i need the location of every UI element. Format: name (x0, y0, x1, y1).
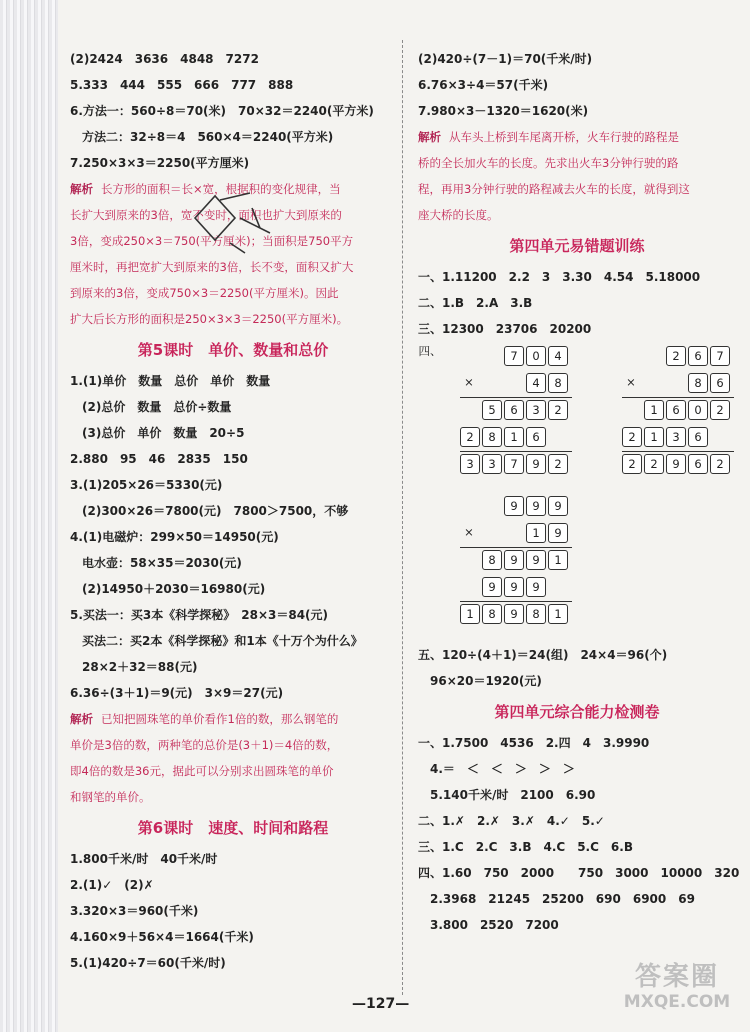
digit-box: 6 (688, 454, 708, 474)
answer-line: 3.800 2520 7200 (418, 918, 559, 932)
analysis-label: 解析 (70, 182, 93, 196)
digit-box: 3 (666, 427, 686, 447)
answer-line: 买法二：买2本《科学探秘》和1本《十万个为什么》 (70, 634, 363, 648)
digit-box: 8 (482, 604, 502, 624)
answer-line: 7.980×3－1320＝1620(米) (418, 104, 589, 118)
digit-box: 2 (666, 346, 686, 366)
answer-line: (2)总价 数量 总价÷数量 (70, 400, 232, 414)
answer-line: 电水壶：58×35＝2030(元) (70, 556, 242, 570)
analysis-line: 桥的全长加火车的长度。先求出火车3分钟行驶的路 (418, 156, 679, 170)
answer-line: 一、1.7500 4536 2.四 4 3.9990 (418, 736, 650, 750)
digit-box: 6 (688, 427, 708, 447)
digit-box: 2 (460, 427, 480, 447)
answer-line: 5.买法一：买3本《科学探秘》 28×3＝84(元) (70, 608, 329, 622)
digit-box: 9 (666, 454, 686, 474)
digit-box: 8 (526, 604, 546, 624)
answer-line: 5.(1)420÷7＝60(千米/时) (70, 956, 226, 970)
digit-box: 3 (482, 454, 502, 474)
digit-box: 8 (688, 373, 708, 393)
answer-line: 三、1.C 2.C 3.B 4.C 5.C 6.B (418, 840, 633, 854)
answer-line: 4.＝ ＜ ＜ ＞ ＞ ＞ (418, 762, 575, 776)
digit-box: 9 (526, 577, 546, 597)
answer-line: 6.36÷(3＋1)＝9(元) 3×9＝27(元) (70, 686, 284, 700)
analysis-line: 座大桥的长度。 (418, 208, 499, 222)
answer-line: 6.76×3÷4＝57(千米) (418, 78, 549, 92)
digit-box: 1 (504, 427, 524, 447)
digit-box: 8 (548, 373, 568, 393)
digit-box: 6 (504, 400, 524, 420)
digit-box: 0 (688, 400, 708, 420)
digit-box: 2 (622, 454, 642, 474)
digit-box: 2 (548, 400, 568, 420)
answer-line: (2)300×26＝7800(元) 7800＞7500，不够 (70, 504, 349, 518)
left-column (70, 46, 396, 976)
rule-line (460, 451, 572, 452)
analysis-line: 已知把圆珠笔的单价看作1倍的数，那么钢笔的 (101, 712, 339, 726)
digit-box: 9 (548, 523, 568, 543)
multiplication-area-bottom (418, 492, 736, 642)
answer-line: 5.140千米/时 2100 6.90 (418, 788, 596, 802)
answer-line: 2.(1)✓ (2)✗ (70, 878, 154, 892)
answer-line: 一、1.11200 2.2 3 3.30 4.54 5.18000 (418, 270, 701, 284)
answer-line: 2.3968 21245 25200 690 6900 69 (418, 892, 695, 906)
section-title-lesson6: 第6课时 速度、时间和路程 (137, 819, 329, 837)
digit-box: 2 (710, 400, 730, 420)
watermark-logo (612, 962, 742, 1012)
digit-box: 9 (482, 577, 502, 597)
answer-line: 6.方法一：560÷8＝70(米) 70×32＝2240(平方米) (70, 104, 374, 118)
digit-box: 9 (548, 496, 568, 516)
digit-box: 1 (644, 400, 664, 420)
answer-line: 1.800千米/时 40千米/时 (70, 852, 218, 866)
section-title-errors: 第四单元易错题训练 (509, 237, 645, 255)
digit-box: 1 (548, 550, 568, 570)
answer-line: 三、12300 23706 20200 (418, 322, 592, 336)
digit-box: 8 (482, 550, 502, 570)
answer-line: 五、120÷(4＋1)＝24(组) 24×4＝96(个) (418, 648, 668, 662)
digit-box: 6 (710, 373, 730, 393)
rule-line (622, 397, 734, 398)
rule-line (460, 547, 572, 548)
answer-line: 2.880 95 46 2835 150 (70, 452, 248, 466)
answer-line: 四、1.60 750 2000 750 3000 10000 320 (418, 866, 740, 880)
digit-box: 9 (504, 604, 524, 624)
analysis-line: 程，再用3分钟行驶的路程减去火车的长度，就得到这 (418, 182, 690, 196)
rule-line (460, 397, 572, 398)
answer-line: (2)420÷(7－1)＝70(千米/时) (418, 52, 593, 66)
digit-box: 9 (526, 454, 546, 474)
rule-line (622, 451, 734, 452)
digit-box: 7 (504, 346, 524, 366)
section-title-test: 第四单元综合能力检测卷 (494, 703, 660, 721)
answer-line: (2)14950＋2030＝16980(元) (70, 582, 266, 596)
multiply-sign: × (464, 525, 474, 539)
digit-box: 7 (504, 454, 524, 474)
pen-scribble (190, 188, 280, 258)
analysis-label: 解析 (70, 712, 93, 726)
rule-line (460, 601, 572, 602)
digit-box: 4 (526, 373, 546, 393)
digit-box: 9 (526, 550, 546, 570)
answer-line: 方法二：32÷8＝4 560×4＝2240(平方米) (70, 130, 334, 144)
answer-line: 1.(1)单价 数量 总价 单价 数量 (70, 374, 271, 388)
analysis-line: 到原来的3倍，变成750×3＝2250(平方厘米)。因此 (70, 286, 339, 300)
digit-box: 9 (504, 577, 524, 597)
analysis-label: 解析 (418, 130, 441, 144)
digit-box: 3 (526, 400, 546, 420)
analysis-line: 长方形的面积＝长×宽，根据积的变化规律，当 (101, 182, 341, 196)
digit-box: 1 (526, 523, 546, 543)
answer-line: 3.320×3＝960(千米) (70, 904, 199, 918)
answer-line: (3)总价 单价 数量 20÷5 (70, 426, 245, 440)
section-title-lesson5: 第5课时 单价、数量和总价 (137, 341, 329, 359)
analysis-line: 单价是3倍的数，两种笔的总价是(3＋1)＝4倍的数， (70, 738, 339, 752)
answer-line: 二、1.B 2.A 3.B (418, 296, 533, 310)
digit-box: 1 (548, 604, 568, 624)
watermark-text: 答案圈 (634, 962, 719, 992)
digit-box: 0 (526, 346, 546, 366)
answer-line: 5.333 444 555 666 777 888 (70, 78, 294, 92)
analysis-line: 厘米时，再把宽扩大到原来的3倍，长不变，面积又扩大 (70, 260, 354, 274)
answer-line: 3.(1)205×26＝5330(元) (70, 478, 223, 492)
digit-box: 2 (644, 454, 664, 474)
digit-box: 4 (548, 346, 568, 366)
digit-box: 6 (666, 400, 686, 420)
answer-line: 96×20＝1920(元) (418, 674, 542, 688)
analysis-note (418, 124, 736, 228)
digit-box: 2 (622, 427, 642, 447)
answer-line: 二、1.✗ 2.✗ 3.✗ 4.✓ 5.✓ (418, 814, 605, 828)
digit-box: 6 (526, 427, 546, 447)
analysis-line: 3倍，变成250×3＝750(平方厘米)；当面积是750平方 (70, 234, 354, 248)
digit-box: 5 (482, 400, 502, 420)
digit-box: 2 (548, 454, 568, 474)
answer-line: 4.(1)电磁炉：299×50＝14950(元) (70, 530, 279, 544)
analysis-line: 长扩大到原来的3倍，宽不变时，面积也扩大到原来的 (70, 208, 342, 222)
digit-box: 9 (504, 550, 524, 570)
multiplication-area-top (418, 342, 736, 492)
answer-line: 4.160×9＋56×4＝1664(千米) (70, 930, 254, 944)
digit-box: 9 (526, 496, 546, 516)
column-divider (402, 40, 403, 995)
digit-box: 1 (644, 427, 664, 447)
right-column (418, 46, 740, 938)
watermark-url: MXQE.COM (623, 992, 731, 1012)
analysis-note (70, 706, 396, 810)
digit-box: 6 (688, 346, 708, 366)
answer-line: 7.250×3×3＝2250(平方厘米) (70, 156, 250, 170)
analysis-line: 和钢笔的单价。 (70, 790, 151, 804)
digit-box: 9 (504, 496, 524, 516)
digit-box: 1 (460, 604, 480, 624)
digit-box: 8 (482, 427, 502, 447)
page-stack-edge (0, 0, 58, 1032)
answer-line: 28×2＋32＝88(元) (70, 660, 198, 674)
multiply-sign: × (626, 375, 636, 389)
multiply-sign: × (464, 375, 474, 389)
digit-box: 7 (710, 346, 730, 366)
part-label: 四、 (418, 344, 442, 358)
digit-box: 3 (460, 454, 480, 474)
analysis-line: 从车头上桥到车尾离开桥，火车行驶的路程是 (449, 130, 679, 144)
answer-line: (2)2424 3636 4848 7272 (70, 52, 259, 66)
digit-box: 2 (710, 454, 730, 474)
page-number: —127— (352, 996, 410, 1012)
analysis-line: 扩大后长方形的面积是250×3×3＝2250(平方厘米)。 (70, 312, 349, 326)
analysis-line: 即4倍的数是36元，据此可以分别求出圆珠笔的单价 (70, 764, 334, 778)
